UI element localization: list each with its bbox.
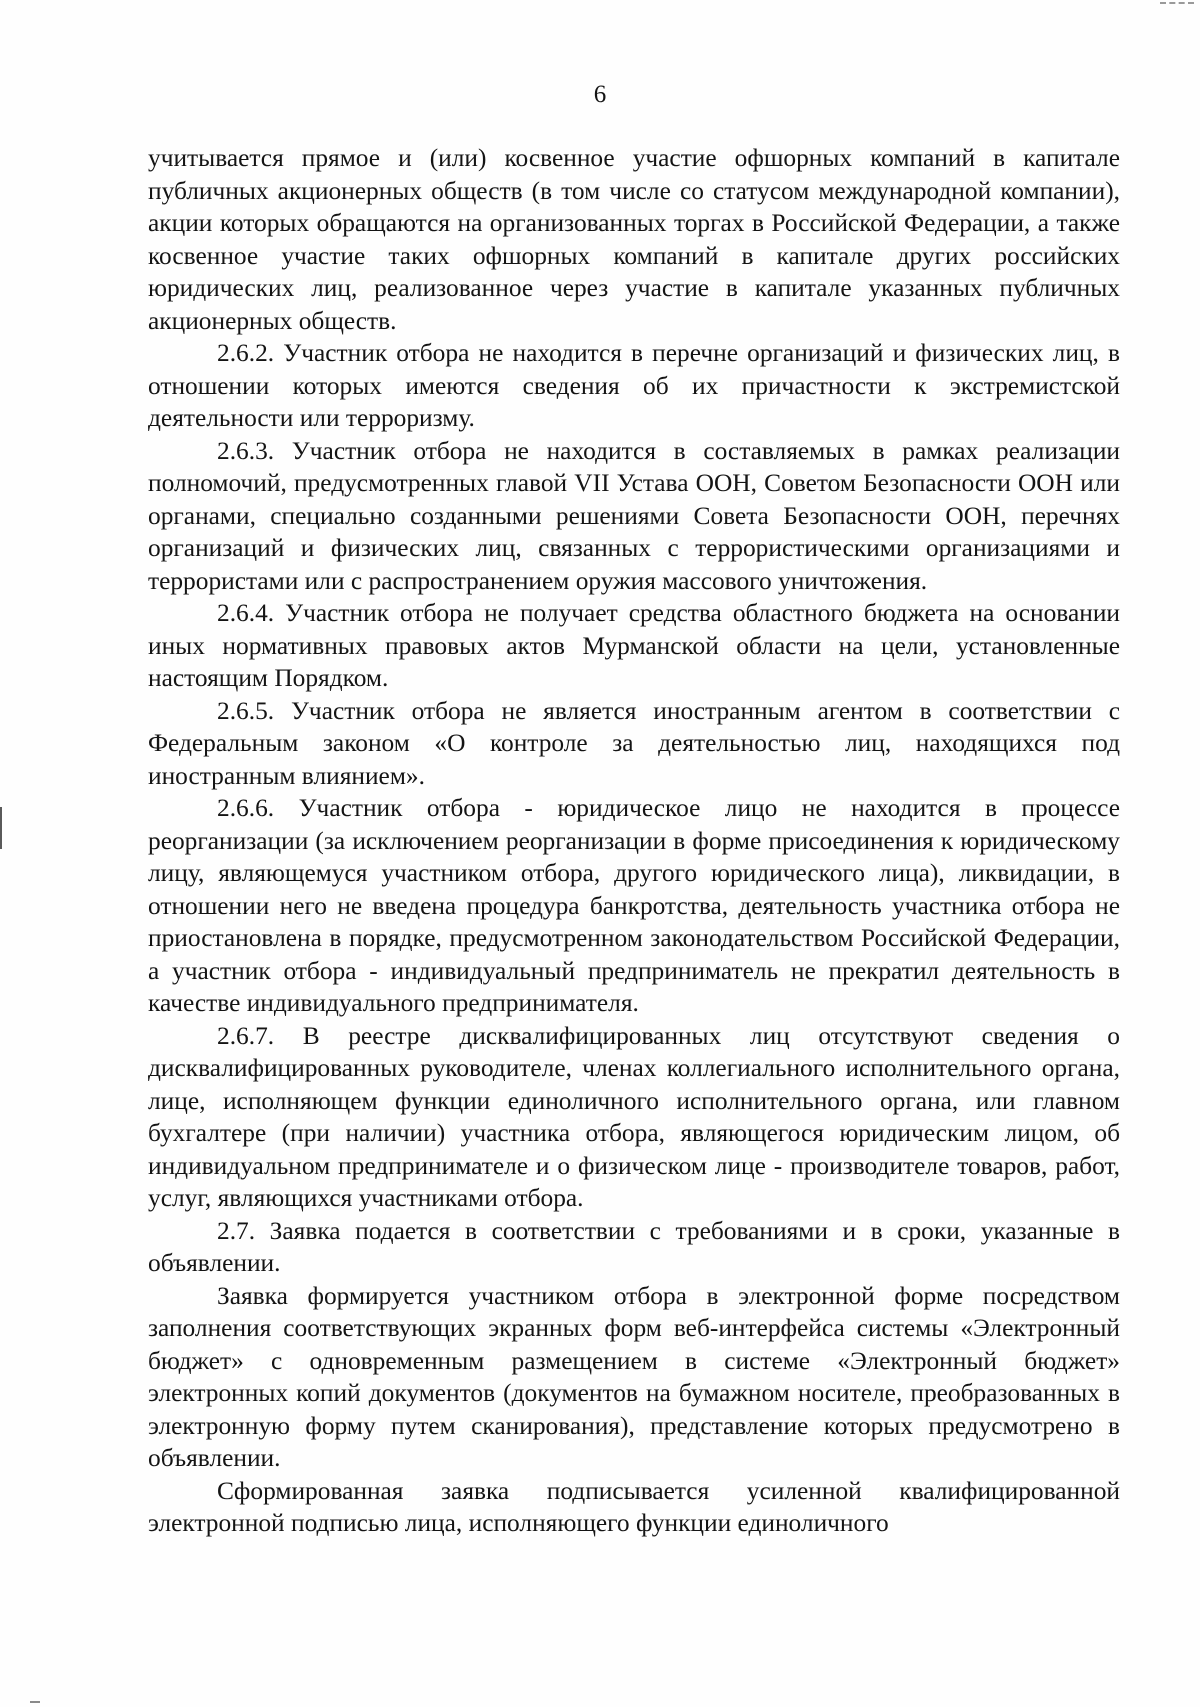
scan-artifact-bottom: [30, 1701, 40, 1703]
scan-artifact-left: [0, 807, 2, 849]
page-number: 6: [593, 81, 607, 108]
paragraph-2-6-5: 2.6.5. Участник отбора не является иностранным агентом в соответствии с Федеральным законом «О контроле за деятельностью лиц, находящихся под иностранным влиянием».: [148, 696, 1120, 790]
paragraph-2-6-2: 2.6.2. Участник отбора не находится в перечне организаций и физических лиц, в отношении которых имеются сведения об их причастности к экстремистской деятельности или терроризму.: [148, 339, 1120, 432]
body-text: [148, 142, 1120, 1540]
paragraph-2-6-3: 2.6.3. Участник отбора не находится в составляемых в рамках реализации полномочий, предусмотренных главой VII Устава ООН, Советом Безопасности ООН или органами, специально созданными решениями Совета Безопасности ООН, перечнях организаций и физических лиц, связанных с террористическими организациями и террористами или с распространением оружия массового уничтожения.: [148, 436, 1120, 595]
paragraph-2-6-4: 2.6.4. Участник отбора не получает средства областного бюджета на основании иных нормативных правовых актов Мурманской области на цели, установленные настоящим Порядком.: [148, 599, 1120, 692]
paragraph-offshore-participation: учитывается прямое и (или) косвенное участие офшорных компаний в капитале публичных акционерных обществ (в том числе со статусом международной компании), акции которых обращаются на организованных торгах в Российской Федерации, а также косвенное участие таких офшорных компаний в капитале других российских юридических лиц, реализованное через участие в капитале указанных публичных акционерных обществ.: [148, 144, 1120, 335]
paragraph-application-formation: Заявка формируется участником отбора в электронной форме посредством заполнения соответствующих экранных форм веб-интерфейса системы «Электронный бюджет» с одновременным размещением в системе «Электронный бюджет» электронных копий документов (документов на бумажном носителе, преобразованных в электронную форму путем сканирования), представление которых предусмотрено в объявлении.: [148, 1281, 1120, 1472]
paragraph-2-6-6: 2.6.6. Участник отбора - юридическое лицо не находится в процессе реорганизации (за исключением реорганизации в форме присоединения к юридическому лицу, являющемуся участником отбора, другого юридического лица), ликвидации, в отношении него не введена процедура банкротства, деятельность участника отбора не приостановлена в порядке, предусмотренном законодательством Российской Федерации, а участник отбора - индивидуальный предприниматель не прекратил деятельность в качестве индивидуального предпринимателя.: [148, 794, 1120, 1017]
scan-artifact-top: [1160, 2, 1194, 6]
paragraph-2-7: 2.7. Заявка подается в соответствии с требованиями и в сроки, указанные в объявлении.: [148, 1216, 1120, 1277]
paragraph-2-6-7: 2.6.7. В реестре дисквалифицированных лиц отсутствуют сведения о дисквалифицированных руководителе, членах коллегиального исполнительного органа, лице, исполняющем функции единоличного исполнительного органа, или главном бухгалтере (при наличии) участника отбора, являющегося юридическим лицом, об индивидуальном предпринимателе и о физическом лице - производителе товаров, работ, услуг, являющихся участниками отбора.: [148, 1021, 1120, 1212]
paragraph-application-signing: Сформированная заявка подписывается усиленной квалифицированной электронной подписью лица, исполняющего функции единоличного: [148, 1476, 1120, 1537]
